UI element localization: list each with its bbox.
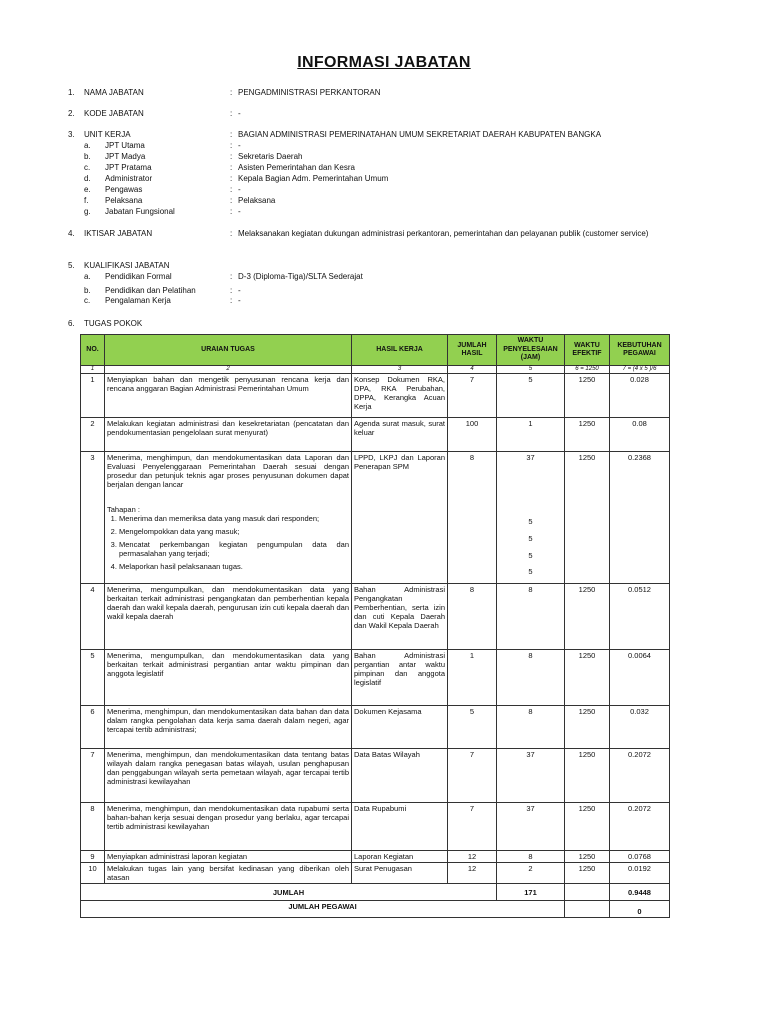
cell-uraian: Menerima, mengumpulkan, dan mendokumentasikan data yang berkaitan terkait administrasi pergantian antar waktu pimpinan dan anggota legislatif [105,650,352,706]
field-number: d. [84,174,91,183]
index-cell: 2 [105,366,352,374]
field-label: NAMA JABATAN [84,88,144,97]
cell-uraian: Menyiapkan bahan dan mengetik penyusunan rencana kerja dan rencana anggaran Bagian Administrasi Pemerintahan Umum [105,374,352,418]
cell-efektif: 1250 [565,418,610,452]
field-colon: : [230,196,233,205]
jumlah-efektif [565,884,610,901]
cell-jumlah: 8 [448,452,497,584]
field-value: - [238,109,241,118]
cell-hasil: Laporan Kegiatan [352,851,448,863]
field-value: - [238,141,241,150]
field-label: Pelaksana [105,196,143,205]
cell-uraian: Menyiapkan administrasi laporan kegiatan [105,851,352,863]
cell-kebutuhan: 0.08 [610,418,670,452]
cell-uraian: Menerima, menghimpun, dan mendokumentasikan data rupabumi serta bahan-bahan kerja sesuai dengan prosedur yang berlaku, agar tercapai tertib administrasi kewilayahan [105,803,352,851]
cell-no: 4 [81,584,105,650]
cell-jumlah: 7 [448,749,497,803]
tahapan-step: 3. Mencatat perkembangan kegiatan pengumpulan data dan permasalahan yang terjadi; [119,540,349,558]
field-colon: : [230,185,233,194]
tahapan-label: Tahapan : [107,505,140,514]
cell-kebutuhan: 0.2368 [610,452,670,584]
header-uraian-tugas: URAIAN TUGAS [105,335,352,366]
jumlah-pegawai-value: 0 [610,901,670,918]
cell-efektif: 1250 [565,851,610,863]
index-cell: 3 [352,366,448,374]
cell-jumlah: 1 [448,650,497,706]
step-time: 5 [528,567,533,576]
field-value: - [238,207,241,216]
cell-efektif: 1250 [565,452,610,584]
header-kebutuhan-pegawai: KEBUTUHAN PEGAWAI [610,335,670,366]
field-label: JPT Utama [105,141,145,150]
field-colon: : [230,229,233,238]
cell-no: 3 [81,452,105,584]
field-label: Pengawas [105,185,143,194]
cell-waktu: 8 [497,706,565,749]
cell-jumlah: 5 [448,706,497,749]
jumlah-kebutuhan: 0.9448 [610,884,670,901]
field-value: D-3 (Diploma-Tiga)/SLTA Sederajat [238,272,363,281]
cell-jumlah: 7 [448,803,497,851]
cell-waktu: 2 [497,863,565,884]
cell-kebutuhan: 0.0064 [610,650,670,706]
field-value: PENGADMINISTRASI PERKANTORAN [238,88,381,97]
jumlah-pegawai-row [81,901,670,918]
cell-hasil: Surat Penugasan [352,863,448,884]
field-number: 5. [68,261,75,270]
field-number: 6. [68,319,75,328]
cell-hasil: Dokumen Kejasama [352,706,448,749]
cell-waktu: 1 [497,418,565,452]
field-value: Kepala Bagian Adm. Pemerintahan Umum [238,174,389,183]
table-index-row [81,366,670,374]
field-iktisar-jabatan [0,229,768,249]
field-number: c. [84,296,91,305]
field-value: Pelaksana [238,196,276,205]
field-colon: : [230,286,233,295]
cell-uraian: Menerima, menghimpun, dan mendokumentasikan data bahan dan data dalam rangka pengolahan data kerja sama daerah dalam negeri, agar tercapai tertib administrasi; [105,706,352,749]
field-colon: : [230,207,233,216]
table-row [81,374,670,418]
cell-waktu: 8 [497,584,565,650]
step-time: 5 [528,534,533,543]
cell-jumlah: 8 [448,584,497,650]
cell-no: 8 [81,803,105,851]
field-number: f. [84,196,89,205]
field-number: 2. [68,109,75,118]
field-value: - [238,296,241,305]
field-colon: : [230,88,233,97]
field-label: KODE JABATAN [84,109,144,118]
table-row [81,452,670,584]
jumlah-pegawai-empty [565,901,610,918]
field-value: Asisten Pemerintahan dan Kesra [238,163,355,172]
header-waktu-penyelesaian: WAKTU PENYELESAIAN (JAM) [497,335,565,366]
tahapan-step: 1. Menerima dan memeriksa data yang masuk dari responden; [119,514,349,523]
cell-no: 2 [81,418,105,452]
field-label: Administrator [105,174,153,183]
cell-hasil: LPPD, LKPJ dan Laporan Penerapan SPM [352,452,448,584]
cell-kebutuhan: 0.032 [610,706,670,749]
cell-jumlah: 7 [448,374,497,418]
cell-hasil: Agenda surat masuk, surat keluar [352,418,448,452]
cell-kebutuhan: 0.028 [610,374,670,418]
field-label: Jabatan Fungsional [105,207,175,216]
field-label: TUGAS POKOK [84,319,143,328]
cell-efektif: 1250 [565,374,610,418]
field-number: 3. [68,130,75,139]
cell-no: 6 [81,706,105,749]
field-number: b. [84,286,91,295]
table-row [81,584,670,650]
field-colon: : [230,130,233,139]
header-hasil-kerja: HASIL KERJA [352,335,448,366]
jumlah-pegawai-label: JUMLAH PEGAWAI [81,901,565,918]
waktu-total: 37 [526,453,535,462]
field-label: Pengalaman Kerja [105,296,171,305]
cell-waktu [497,452,565,584]
cell-no: 9 [81,851,105,863]
cell-uraian: Melakukan tugas lain yang bersifat kedinasan yang diberikan oleh atasan [105,863,352,884]
cell-jumlah: 12 [448,851,497,863]
field-number: 1. [68,88,75,97]
field-number: g. [84,207,91,216]
cell-efektif: 1250 [565,706,610,749]
index-cell: 7 = (4 x 5 )/6 [610,366,670,374]
field-label: JPT Pratama [105,163,152,172]
cell-waktu: 8 [497,650,565,706]
field-colon: : [230,152,233,161]
field-value: BAGIAN ADMINISTRASI PEMERINATAHAN UMUM SEKRETARIAT DAERAH KABUPATEN BANGKA [238,130,602,139]
tahapan-list [107,514,349,571]
cell-kebutuhan: 0.2072 [610,803,670,851]
cell-no: 5 [81,650,105,706]
cell-jumlah: 12 [448,863,497,884]
field-colon: : [230,272,233,281]
uraian-text: Menerima, menghimpun, dan mendokumentasikan data Laporan dan Evaluasi Penyelenggaraan Pemerintahan Daerah sesuai dengan prosedur dan petunjuk teknis agar proses penyusunan dokumen dapat berjalan dengan lancar [107,453,349,489]
cell-kebutuhan: 0.0768 [610,851,670,863]
cell-efektif: 1250 [565,584,610,650]
table-row [81,706,670,749]
cell-kebutuhan: 0.0512 [610,584,670,650]
jumlah-label: JUMLAH [81,884,497,901]
field-number: 4. [68,229,75,238]
step-time: 5 [528,551,533,560]
cell-kebutuhan: 0.2072 [610,749,670,803]
table-row [81,650,670,706]
field-colon: : [230,109,233,118]
index-cell: 4 [448,366,497,374]
field-number: b. [84,152,91,161]
field-label: UNIT KERJA [84,130,131,139]
cell-efektif: 1250 [565,749,610,803]
cell-uraian: Menerima, menghimpun, dan mendokumentasikan data tentang batas wilayah dalam rangka penegasan batas wilayah, usulan penghapusan dan penggabungan wilayah serta pemetaan wilayah, agar tercapai tertib administrasi kewilayahan [105,749,352,803]
table-row [81,863,670,884]
index-cell: 1 [81,366,105,374]
field-colon: : [230,296,233,305]
cell-no: 10 [81,863,105,884]
cell-jumlah: 100 [448,418,497,452]
cell-no: 1 [81,374,105,418]
field-label: Pendidikan Formal [105,272,172,281]
cell-hasil: Bahan Administrasi pergantian antar waktu pimpinan dan anggota legislatif [352,650,448,706]
cell-hasil: Data Rupabumi [352,803,448,851]
cell-efektif: 1250 [565,650,610,706]
table-header-row [81,335,670,366]
field-colon: : [230,163,233,172]
cell-efektif: 1250 [565,863,610,884]
field-value: Sekretaris Daerah [238,152,303,161]
field-number: a. [84,141,91,150]
cell-waktu: 37 [497,803,565,851]
field-number: a. [84,272,91,281]
table-row [81,749,670,803]
field-colon: : [230,141,233,150]
tahapan-step: 2. Mengelompokkan data yang masuk; [119,527,349,536]
table-row [81,851,670,863]
field-label: JPT Madya [105,152,146,161]
jumlah-row [81,884,670,901]
cell-efektif: 1250 [565,803,610,851]
header-jumlah-hasil: JUMLAH HASIL [448,335,497,366]
index-cell: 5 [497,366,565,374]
cell-uraian: Menerima, mengumpulkan, dan mendokumentasikan data yang berkaitan terkait administrasi pengangkatan dan pemberhentian kepala daerah dan wakil kepala daerah, pengurusan izin cuti kepala daerah dan wakil kepala daerah [105,584,352,650]
table-row [81,803,670,851]
tahapan-step: 4. Melaporkan hasil pelaksanaan tugas. [119,562,349,571]
cell-uraian: Melakukan kegiatan administrasi dan kesekretariatan (pencatatan dan pendokumentasian pengelolaan surat menyurat) [105,418,352,452]
header-waktu-efektif: WAKTU EFEKTIF [565,335,610,366]
cell-hasil: Konsep Dokumen RKA, DPA, RKA Perubahan, DPPA, Kerangka Acuan Kerja [352,374,448,418]
cell-hasil: Data Batas Wilayah [352,749,448,803]
field-value: - [238,286,241,295]
field-value: Melaksanakan kegiatan dukungan administrasi perkantoran, pemerintahan dan pelayanan publik (customer service) [238,229,649,238]
cell-hasil: Bahan Administrasi Pengangkatan Pemberhentian, serta izin dan cuti Kepala Daerah dan Wakil Kepala Daerah [352,584,448,650]
jumlah-waktu: 171 [497,884,565,901]
field-number: e. [84,185,91,194]
cell-no: 7 [81,749,105,803]
cell-waktu: 37 [497,749,565,803]
field-label: KUALIFIKASI JABATAN [84,261,170,270]
field-colon: : [230,174,233,183]
cell-uraian [105,452,352,584]
field-value: - [238,185,241,194]
page-title: INFORMASI JABATAN [297,54,471,71]
index-cell: 6 = 1250 [565,366,610,374]
cell-kebutuhan: 0.0192 [610,863,670,884]
field-label: IKTISAR JABATAN [84,229,153,238]
cell-waktu: 5 [497,374,565,418]
header-no: NO. [81,335,105,366]
step-time: 5 [528,517,533,526]
field-number: c. [84,163,91,172]
field-label: Pendidikan dan Pelatihan [105,286,196,295]
table-row [81,418,670,452]
cell-waktu: 8 [497,851,565,863]
tugas-pokok-table [80,334,670,918]
